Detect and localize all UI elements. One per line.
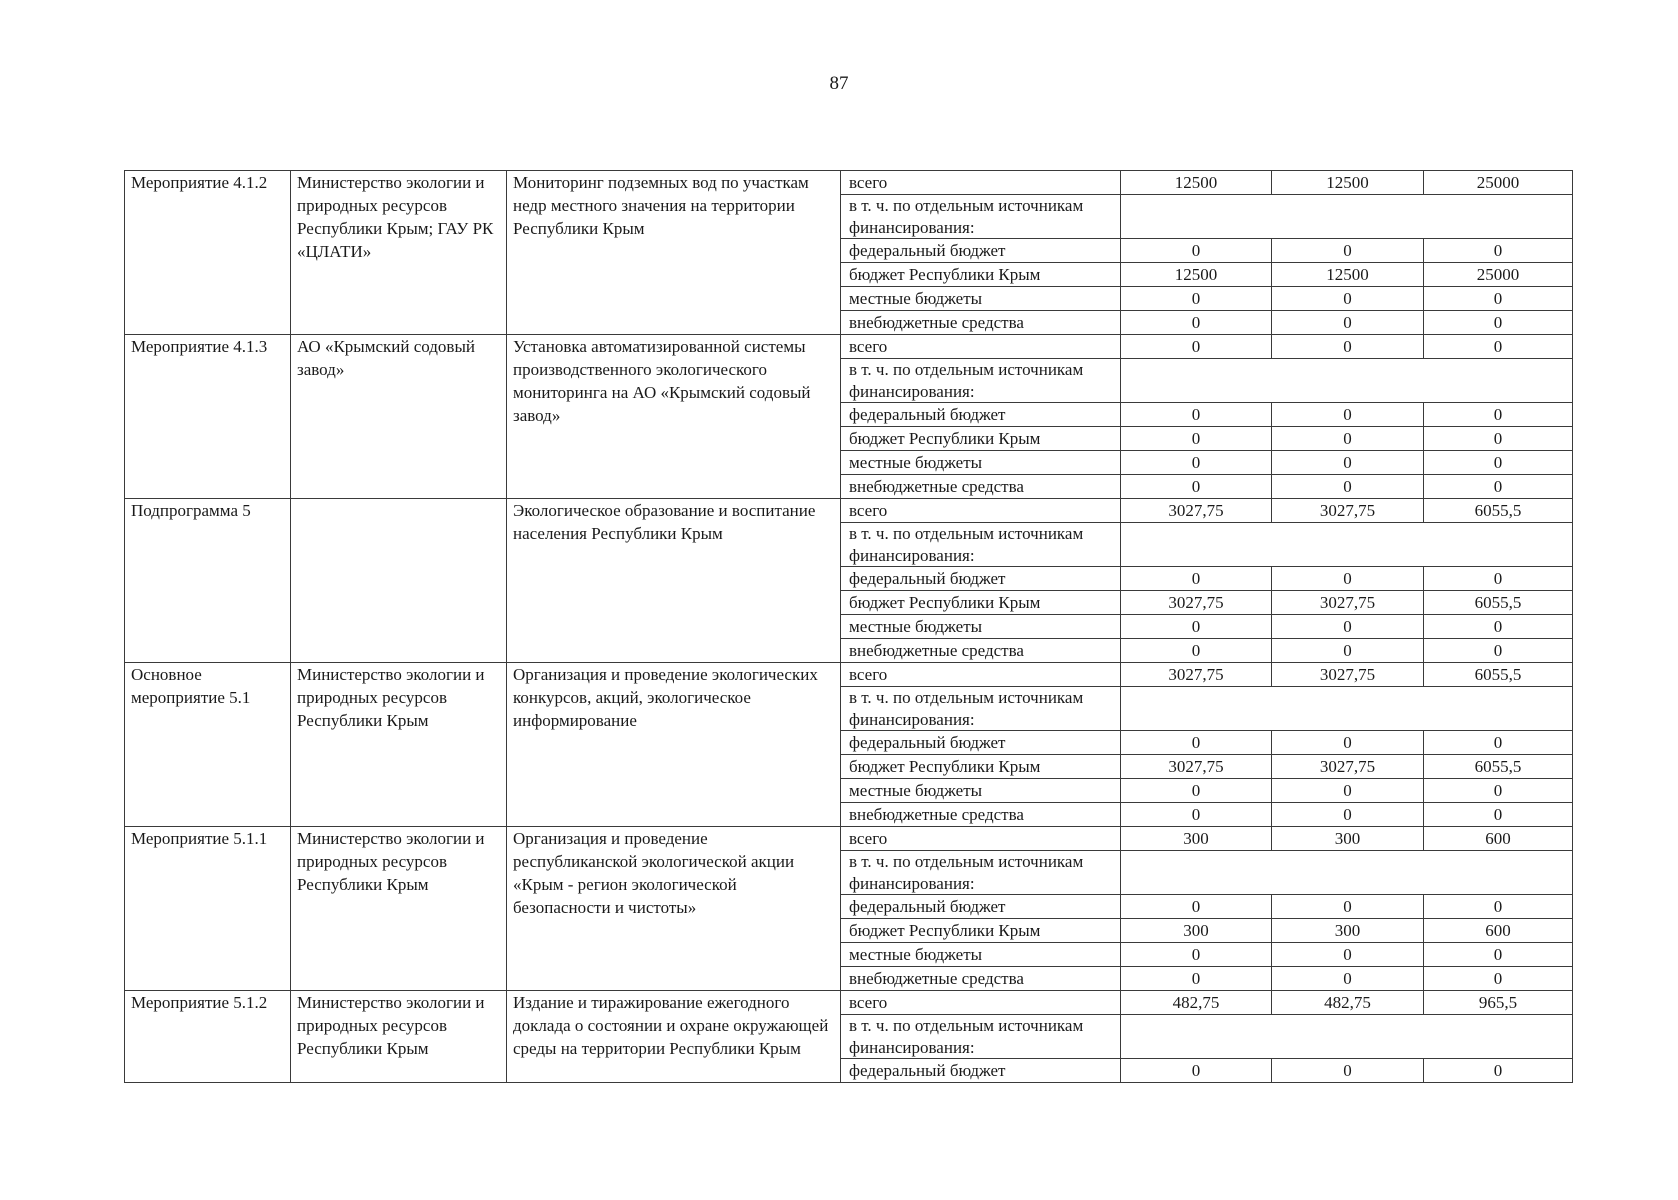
- value-cell: 3027,75: [1272, 499, 1424, 523]
- funding-source-cell: федеральный бюджет: [841, 895, 1121, 919]
- value-cell: 0: [1424, 475, 1573, 499]
- value-cell: 0: [1121, 567, 1272, 591]
- value-cell: 6055,5: [1424, 755, 1573, 779]
- value-cell: 0: [1272, 639, 1424, 663]
- value-cell: 600: [1424, 827, 1573, 851]
- value-cell: 12500: [1121, 171, 1272, 195]
- activity-label-cell: Мероприятие 5.1.2: [125, 991, 291, 1083]
- value-cell: 0: [1121, 943, 1272, 967]
- value-cell: 0: [1121, 451, 1272, 475]
- value-cell: 0: [1424, 311, 1573, 335]
- funding-source-cell: бюджет Республики Крым: [841, 755, 1121, 779]
- value-cell: 0: [1424, 451, 1573, 475]
- funding-source-cell: в т. ч. по отдельным источникам финансирования:: [841, 687, 1121, 731]
- value-cell: 0: [1121, 335, 1272, 359]
- activity-label-cell: Мероприятие 5.1.1: [125, 827, 291, 991]
- value-cell: 0: [1272, 731, 1424, 755]
- value-cell: 6055,5: [1424, 499, 1573, 523]
- value-cell: 0: [1272, 475, 1424, 499]
- value-cell: 482,75: [1121, 991, 1272, 1015]
- value-cell-empty: [1121, 359, 1573, 403]
- funding-source-cell: всего: [841, 663, 1121, 687]
- funding-source-cell: внебюджетные средства: [841, 967, 1121, 991]
- funding-source-cell: бюджет Республики Крым: [841, 919, 1121, 943]
- value-cell-empty: [1121, 523, 1573, 567]
- value-cell-empty: [1121, 851, 1573, 895]
- activity-name-cell: Мониторинг подземных вод по участкам недр местного значения на территории Республики Крым: [507, 171, 841, 335]
- value-cell: 3027,75: [1121, 591, 1272, 615]
- value-cell: 0: [1121, 475, 1272, 499]
- funding-source-cell: федеральный бюджет: [841, 1059, 1121, 1083]
- value-cell: 0: [1424, 287, 1573, 311]
- activity-name-cell: Установка автоматизированной системы производственного экологического мониторинга на АО «Крымский содовый завод»: [507, 335, 841, 499]
- value-cell: 300: [1272, 919, 1424, 943]
- table-row: [125, 499, 1573, 523]
- value-cell: 0: [1272, 311, 1424, 335]
- activity-name-cell: Издание и тиражирование ежегодного доклада о состоянии и охране окружающей среды на территории Республики Крым: [507, 991, 841, 1083]
- value-cell-empty: [1121, 1015, 1573, 1059]
- funding-source-cell: бюджет Республики Крым: [841, 427, 1121, 451]
- value-cell: 0: [1424, 943, 1573, 967]
- value-cell: 0: [1424, 639, 1573, 663]
- funding-source-cell: всего: [841, 335, 1121, 359]
- budget-table: [124, 170, 1573, 1083]
- value-cell: 0: [1424, 967, 1573, 991]
- value-cell: 12500: [1272, 171, 1424, 195]
- funding-source-cell: в т. ч. по отдельным источникам финансирования:: [841, 851, 1121, 895]
- value-cell: 0: [1424, 895, 1573, 919]
- funding-source-cell: федеральный бюджет: [841, 731, 1121, 755]
- value-cell: 3027,75: [1272, 591, 1424, 615]
- value-cell: 3027,75: [1121, 663, 1272, 687]
- value-cell: 0: [1272, 615, 1424, 639]
- value-cell: 0: [1272, 427, 1424, 451]
- activity-label-cell: Мероприятие 4.1.2: [125, 171, 291, 335]
- funding-source-cell: в т. ч. по отдельным источникам финансирования:: [841, 523, 1121, 567]
- value-cell: 0: [1121, 639, 1272, 663]
- table-row: [125, 991, 1573, 1015]
- value-cell: 0: [1121, 779, 1272, 803]
- activity-label-cell: Мероприятие 4.1.3: [125, 335, 291, 499]
- value-cell: 0: [1272, 403, 1424, 427]
- value-cell: 300: [1272, 827, 1424, 851]
- table-row: [125, 335, 1573, 359]
- funding-source-cell: федеральный бюджет: [841, 239, 1121, 263]
- executor-cell: Министерство экологии и природных ресурсов Республики Крым; ГАУ РК «ЦЛАТИ»: [291, 171, 507, 335]
- funding-source-cell: внебюджетные средства: [841, 475, 1121, 499]
- funding-source-cell: местные бюджеты: [841, 287, 1121, 311]
- value-cell: 0: [1121, 311, 1272, 335]
- value-cell: 12500: [1121, 263, 1272, 287]
- value-cell: 0: [1424, 779, 1573, 803]
- value-cell: 3027,75: [1121, 755, 1272, 779]
- funding-source-cell: всего: [841, 991, 1121, 1015]
- funding-source-cell: местные бюджеты: [841, 615, 1121, 639]
- funding-source-cell: в т. ч. по отдельным источникам финансирования:: [841, 359, 1121, 403]
- funding-source-cell: внебюджетные средства: [841, 803, 1121, 827]
- value-cell: 25000: [1424, 263, 1573, 287]
- value-cell: 0: [1272, 567, 1424, 591]
- funding-source-cell: всего: [841, 499, 1121, 523]
- value-cell: 0: [1121, 803, 1272, 827]
- value-cell: 0: [1424, 731, 1573, 755]
- funding-source-cell: всего: [841, 827, 1121, 851]
- funding-source-cell: бюджет Республики Крым: [841, 591, 1121, 615]
- value-cell: 3027,75: [1272, 755, 1424, 779]
- funding-source-cell: бюджет Республики Крым: [841, 263, 1121, 287]
- activity-name-cell: Организация и проведение республиканской экологической акции «Крым - регион экологической безопасности и чистоты»: [507, 827, 841, 991]
- value-cell-empty: [1121, 195, 1573, 239]
- value-cell: 25000: [1424, 171, 1573, 195]
- value-cell: 0: [1424, 403, 1573, 427]
- value-cell: 482,75: [1272, 991, 1424, 1015]
- value-cell: 0: [1424, 335, 1573, 359]
- value-cell: 600: [1424, 919, 1573, 943]
- value-cell: 0: [1121, 895, 1272, 919]
- value-cell: 0: [1272, 287, 1424, 311]
- funding-source-cell: внебюджетные средства: [841, 311, 1121, 335]
- funding-source-cell: местные бюджеты: [841, 451, 1121, 475]
- value-cell: 0: [1424, 1059, 1573, 1083]
- activity-label-cell: Подпрограмма 5: [125, 499, 291, 663]
- value-cell: 0: [1272, 239, 1424, 263]
- value-cell: 300: [1121, 919, 1272, 943]
- value-cell: 0: [1424, 615, 1573, 639]
- funding-source-cell: внебюджетные средства: [841, 639, 1121, 663]
- activity-name-cell: Экологическое образование и воспитание населения Республики Крым: [507, 499, 841, 663]
- value-cell: 300: [1121, 827, 1272, 851]
- value-cell: 6055,5: [1424, 591, 1573, 615]
- activity-label-cell: Основное мероприятие 5.1: [125, 663, 291, 827]
- value-cell: 0: [1272, 779, 1424, 803]
- funding-source-cell: в т. ч. по отдельным источникам финансирования:: [841, 1015, 1121, 1059]
- value-cell: 0: [1272, 943, 1424, 967]
- value-cell-empty: [1121, 687, 1573, 731]
- value-cell: 0: [1121, 731, 1272, 755]
- value-cell: 0: [1272, 451, 1424, 475]
- funding-source-cell: федеральный бюджет: [841, 403, 1121, 427]
- funding-source-cell: в т. ч. по отдельным источникам финансирования:: [841, 195, 1121, 239]
- funding-source-cell: федеральный бюджет: [841, 567, 1121, 591]
- value-cell: 3027,75: [1121, 499, 1272, 523]
- table-row: [125, 171, 1573, 195]
- value-cell: 0: [1121, 1059, 1272, 1083]
- value-cell: 0: [1424, 239, 1573, 263]
- value-cell: 6055,5: [1424, 663, 1573, 687]
- value-cell: 0: [1121, 615, 1272, 639]
- value-cell: 0: [1121, 967, 1272, 991]
- executor-cell: Министерство экологии и природных ресурсов Республики Крым: [291, 991, 507, 1083]
- value-cell: 0: [1121, 239, 1272, 263]
- funding-source-cell: местные бюджеты: [841, 943, 1121, 967]
- value-cell: 0: [1272, 1059, 1424, 1083]
- table-row: [125, 827, 1573, 851]
- page-number: 87: [829, 73, 849, 94]
- value-cell: 0: [1424, 567, 1573, 591]
- value-cell: 0: [1272, 803, 1424, 827]
- value-cell: 3027,75: [1272, 663, 1424, 687]
- value-cell: 0: [1121, 427, 1272, 451]
- table-row: [125, 663, 1573, 687]
- value-cell: 0: [1121, 287, 1272, 311]
- value-cell: 0: [1272, 967, 1424, 991]
- executor-cell: АО «Крымский содовый завод»: [291, 335, 507, 499]
- value-cell: 12500: [1272, 263, 1424, 287]
- activity-name-cell: Организация и проведение экологических конкурсов, акций, экологическое информирование: [507, 663, 841, 827]
- value-cell: 0: [1121, 403, 1272, 427]
- executor-cell: Министерство экологии и природных ресурсов Республики Крым: [291, 827, 507, 991]
- value-cell: 0: [1272, 895, 1424, 919]
- executor-cell: [291, 499, 507, 663]
- value-cell: 0: [1424, 803, 1573, 827]
- funding-source-cell: местные бюджеты: [841, 779, 1121, 803]
- value-cell: 0: [1424, 427, 1573, 451]
- value-cell: 0: [1272, 335, 1424, 359]
- executor-cell: Министерство экологии и природных ресурсов Республики Крым: [291, 663, 507, 827]
- value-cell: 965,5: [1424, 991, 1573, 1015]
- funding-source-cell: всего: [841, 171, 1121, 195]
